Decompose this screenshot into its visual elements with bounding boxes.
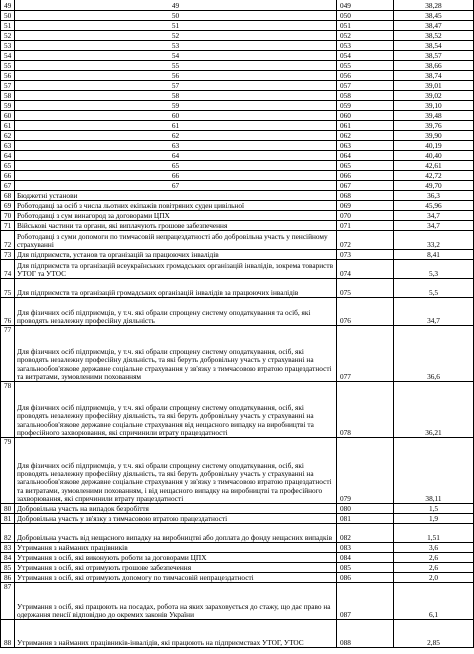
table-row (1, 573, 474, 583)
row-rate-cell: 1,9 (394, 514, 474, 524)
row-code-cell: 060 (337, 111, 394, 121)
row-name-cell: Для підприємств та організацій всеукраїнських громадських організацій інвалідів, зокрема товариств УТОГ та УТОС (15, 260, 337, 279)
row-name-cell: Утримання з найманих працівників (15, 543, 337, 553)
row-rate-cell: 1,5 (394, 504, 474, 514)
row-code-cell: 075 (337, 279, 394, 298)
row-code-cell: 085 (337, 563, 394, 573)
row-code-cell: 070 (337, 211, 394, 221)
row-rate-cell: 38,57 (394, 51, 474, 61)
row-name-cell: 62 (15, 131, 337, 141)
row-code-cell: 071 (337, 221, 394, 231)
table-row (1, 438, 474, 504)
row-name-cell: 57 (15, 81, 337, 91)
row-number-cell: 77 (1, 326, 15, 382)
table-row (1, 543, 474, 553)
table-row (1, 161, 474, 171)
row-code-cell: 081 (337, 514, 394, 524)
row-number-cell: 84 (1, 553, 15, 563)
row-number-cell: 87 (1, 583, 15, 620)
table-row (1, 382, 474, 438)
row-rate-cell: 39,01 (394, 81, 474, 91)
row-rate-cell: 39,48 (394, 111, 474, 121)
row-rate-cell: 1,51 (394, 524, 474, 543)
row-number-cell: 61 (1, 121, 15, 131)
row-number-cell: 67 (1, 181, 15, 191)
row-number-cell: 56 (1, 71, 15, 81)
row-rate-cell: 5,5 (394, 279, 474, 298)
row-code-cell: 058 (337, 91, 394, 101)
row-name-cell: Для підприємств та організацій громадських організацій інвалідів за працюючих інвалідів (15, 279, 337, 298)
row-rate-cell: 38,45 (394, 11, 474, 21)
row-rate-cell: 49,70 (394, 181, 474, 191)
row-number-cell: 63 (1, 141, 15, 151)
table-row (1, 326, 474, 382)
row-code-cell: 087 (337, 583, 394, 620)
row-number-cell: 50 (1, 11, 15, 21)
row-code-cell: 067 (337, 181, 394, 191)
row-number-cell: 49 (1, 0, 15, 11)
row-code-cell: 063 (337, 141, 394, 151)
row-rate-cell: 39,90 (394, 131, 474, 141)
row-name-cell: Роботодавці за осіб з числа льотних екіпажів повітряних суден цивільної (15, 201, 337, 211)
row-number-cell: 58 (1, 91, 15, 101)
table-row (1, 181, 474, 191)
row-name-cell: Утримання з осіб, які отримують допомогу по тимчасовій непрацездатності (15, 573, 337, 583)
row-code-cell: 068 (337, 191, 394, 201)
row-code-cell: 051 (337, 21, 394, 31)
table-row (1, 41, 474, 51)
row-rate-cell: 38,74 (394, 71, 474, 81)
row-number-cell: 59 (1, 101, 15, 111)
row-number-cell: 53 (1, 41, 15, 51)
row-code-cell: 049 (337, 0, 394, 11)
row-name-cell: 65 (15, 161, 337, 171)
row-name-cell: 52 (15, 31, 337, 41)
row-number-cell: 74 (1, 260, 15, 279)
row-number-cell: 66 (1, 171, 15, 181)
row-code-cell: 074 (337, 260, 394, 279)
table-row (1, 101, 474, 111)
row-code-cell: 082 (337, 524, 394, 543)
row-name-cell: 63 (15, 141, 337, 151)
table-row (1, 31, 474, 41)
row-name-cell: Для фізичних осіб підприємців, у т.ч. які обрали спрощену систему оподаткування, осіб, які проводять незалежну професійну діяльність, та які беруть добровільну участь у страхуванні на загальнообов'язкове державне соціальне страхування у зв'язку з тимчасовою втратою працездатності та витратами, зумовленими похованням, і від нещасного випадку на виробництві та професійного захворювання, які спричинили втрату працездатності (15, 438, 337, 504)
row-code-cell: 086 (337, 573, 394, 583)
row-name-cell: 60 (15, 111, 337, 121)
table-row (1, 620, 474, 648)
row-number-cell: 55 (1, 61, 15, 71)
table-row (1, 21, 474, 31)
row-code-cell: 072 (337, 231, 394, 250)
row-code-cell: 077 (337, 326, 394, 382)
row-code-cell: 083 (337, 543, 394, 553)
row-number-cell: 85 (1, 563, 15, 573)
row-code-cell: 088 (337, 620, 394, 648)
row-name-cell: Утримання з осіб, які виконують роботи за договорами ЦПХ (15, 553, 337, 563)
row-name-cell: 51 (15, 21, 337, 31)
table-row (1, 201, 474, 211)
row-code-cell: 054 (337, 51, 394, 61)
row-rate-cell: 36,3 (394, 191, 474, 201)
row-rate-cell: 39,10 (394, 101, 474, 111)
row-name-cell: Утримання з найманих працівників-інвалідів, які працюють на підприємствах УТОГ, УТОС (15, 620, 337, 648)
row-rate-cell: 38,28 (394, 0, 474, 11)
row-rate-cell: 2,6 (394, 553, 474, 563)
table-row (1, 279, 474, 298)
row-name-cell: 54 (15, 51, 337, 61)
table-row (1, 191, 474, 201)
row-code-cell: 065 (337, 161, 394, 171)
row-number-cell: 80 (1, 504, 15, 514)
table-row (1, 514, 474, 524)
table-row (1, 81, 474, 91)
row-number-cell: 78 (1, 382, 15, 438)
row-rate-cell: 2,6 (394, 563, 474, 573)
row-number-cell: 62 (1, 131, 15, 141)
row-name-cell: 56 (15, 71, 337, 81)
table-row (1, 231, 474, 250)
table-row (1, 0, 474, 11)
row-number-cell: 70 (1, 211, 15, 221)
row-name-cell: 61 (15, 121, 337, 131)
row-code-cell: 062 (337, 131, 394, 141)
table-row (1, 61, 474, 71)
row-rate-cell: 42,61 (394, 161, 474, 171)
row-rate-cell: 5,3 (394, 260, 474, 279)
row-number-cell: 75 (1, 279, 15, 298)
row-number-cell: 57 (1, 81, 15, 91)
table-row (1, 524, 474, 543)
row-name-cell: Добровільна участь на випадок безробіття (15, 504, 337, 514)
row-number-cell: 69 (1, 201, 15, 211)
row-name-cell: 49 (15, 0, 337, 11)
row-code-cell: 057 (337, 81, 394, 91)
row-name-cell: 67 (15, 181, 337, 191)
row-number-cell: 65 (1, 161, 15, 171)
row-code-cell: 079 (337, 438, 394, 504)
row-name-cell: 53 (15, 41, 337, 51)
row-rate-cell: 2,0 (394, 573, 474, 583)
row-code-cell: 052 (337, 31, 394, 41)
row-number-cell: 88 (1, 620, 15, 648)
row-number-cell: 76 (1, 298, 15, 326)
row-name-cell: 59 (15, 101, 337, 111)
row-name-cell: Бюджетні установи (15, 191, 337, 201)
row-name-cell: Військові частини та органи, які виплачують грошове забезпечення (15, 221, 337, 231)
row-rate-cell: 38,52 (394, 31, 474, 41)
row-rate-cell: 34,7 (394, 221, 474, 231)
table-row (1, 171, 474, 181)
row-name-cell: Для підприємств, установ та організацій за працюючих інвалідів (15, 250, 337, 260)
row-code-cell: 056 (337, 71, 394, 81)
row-name-cell: 55 (15, 61, 337, 71)
row-name-cell: Добровільна участь у зв'язку з тимчасовою втратою працездатності (15, 514, 337, 524)
row-code-cell: 055 (337, 61, 394, 71)
row-rate-cell: 34,7 (394, 211, 474, 221)
table-row (1, 260, 474, 279)
row-name-cell: 50 (15, 11, 337, 21)
row-number-cell: 64 (1, 151, 15, 161)
row-number-cell: 54 (1, 51, 15, 61)
row-number-cell: 71 (1, 221, 15, 231)
row-code-cell: 073 (337, 250, 394, 260)
row-rate-cell: 39,02 (394, 91, 474, 101)
row-rate-cell: 38,66 (394, 61, 474, 71)
row-number-cell: 83 (1, 543, 15, 553)
table-row (1, 131, 474, 141)
row-number-cell: 60 (1, 111, 15, 121)
row-name-cell: Утримання з осіб, які отримують грошове забезпечення (15, 563, 337, 573)
table-row (1, 504, 474, 514)
table-row (1, 51, 474, 61)
row-code-cell: 066 (337, 171, 394, 181)
row-number-cell: 79 (1, 438, 15, 504)
row-number-cell: 72 (1, 231, 15, 250)
row-rate-cell: 3,6 (394, 543, 474, 553)
row-name-cell: Утримання з осіб, які працюють на посадах, робота на яких зараховується до стажу, що дає право на одержання пенсії відповідно до окремих законів України (15, 583, 337, 620)
row-name-cell: Добровільна участь від нещасного випадку на виробництві або доплата до фонду нещасних випадків (15, 524, 337, 543)
table-row (1, 11, 474, 21)
row-number-cell: 52 (1, 31, 15, 41)
row-code-cell: 061 (337, 121, 394, 131)
row-code-cell: 050 (337, 11, 394, 21)
table-row (1, 141, 474, 151)
row-rate-cell: 40,40 (394, 151, 474, 161)
row-code-cell: 084 (337, 553, 394, 563)
table-row (1, 563, 474, 573)
row-name-cell: Для фізичних осіб підприємців, у т.ч. які обрали спрощену систему оподаткування, осіб, які проводять незалежну професійну діяльність, та які беруть добровільну участь у страхуванні на загальнообов'язкове державне соціальне страхування від нещасного випадку на виробництві та професійного захворювання, які спричинили втрату працездатності (15, 382, 337, 438)
row-rate-cell: 38,47 (394, 21, 474, 31)
table-row (1, 221, 474, 231)
row-name-cell: Роботодавці з суми допомоги по тимчасовій непрацездатності або добровільна участь у пенсійному страхуванні (15, 231, 337, 250)
table-row (1, 91, 474, 101)
row-number-cell: 73 (1, 250, 15, 260)
table-row (1, 121, 474, 131)
table-row (1, 553, 474, 563)
row-rate-cell: 38,54 (394, 41, 474, 51)
row-code-cell: 053 (337, 41, 394, 51)
row-number-cell: 82 (1, 524, 15, 543)
row-rate-cell: 39,76 (394, 121, 474, 131)
table-row (1, 151, 474, 161)
row-rate-cell: 45,96 (394, 201, 474, 211)
row-rate-cell: 8,41 (394, 250, 474, 260)
row-rate-cell: 38,11 (394, 438, 474, 504)
row-name-cell: Для фізичних осіб підприємців, у т.ч. які обрали спрощену систему оподаткування, осіб, які проводять незалежну професійну діяльність, та які беруть добровільну участь у страхуванні на загальнообов'язкове державне соціальне страхування у зв'язку з тимчасовою втратою працездатності та витратами, зумовленими похованням (15, 326, 337, 382)
table-row (1, 71, 474, 81)
row-code-cell: 080 (337, 504, 394, 514)
row-name-cell: 64 (15, 151, 337, 161)
row-name-cell: 66 (15, 171, 337, 181)
row-name-cell: 58 (15, 91, 337, 101)
table-row (1, 211, 474, 221)
row-rate-cell: 6,1 (394, 583, 474, 620)
table-row (1, 583, 474, 620)
row-name-cell: Для фізичних осіб підприємців, у т.ч. які обрали спрощену систему оподаткування та осіб, які проводять незалежну професійну діяльність (15, 298, 337, 326)
table-body (1, 0, 474, 648)
row-name-cell: Роботодавці з сум винагород за договорами ЦПХ (15, 211, 337, 221)
row-rate-cell: 36,6 (394, 326, 474, 382)
table-row (1, 250, 474, 260)
row-number-cell: 51 (1, 21, 15, 31)
row-code-cell: 069 (337, 201, 394, 211)
row-code-cell: 059 (337, 101, 394, 111)
table-row (1, 111, 474, 121)
row-code-cell: 076 (337, 298, 394, 326)
row-number-cell: 68 (1, 191, 15, 201)
row-number-cell: 81 (1, 514, 15, 524)
row-rate-cell: 36,21 (394, 382, 474, 438)
row-rate-cell: 2,85 (394, 620, 474, 648)
row-rate-cell: 40,19 (394, 141, 474, 151)
table-row (1, 298, 474, 326)
row-rate-cell: 33,2 (394, 231, 474, 250)
row-number-cell: 86 (1, 573, 15, 583)
row-code-cell: 078 (337, 382, 394, 438)
row-rate-cell: 34,7 (394, 298, 474, 326)
row-rate-cell: 42,72 (394, 171, 474, 181)
row-code-cell: 064 (337, 151, 394, 161)
